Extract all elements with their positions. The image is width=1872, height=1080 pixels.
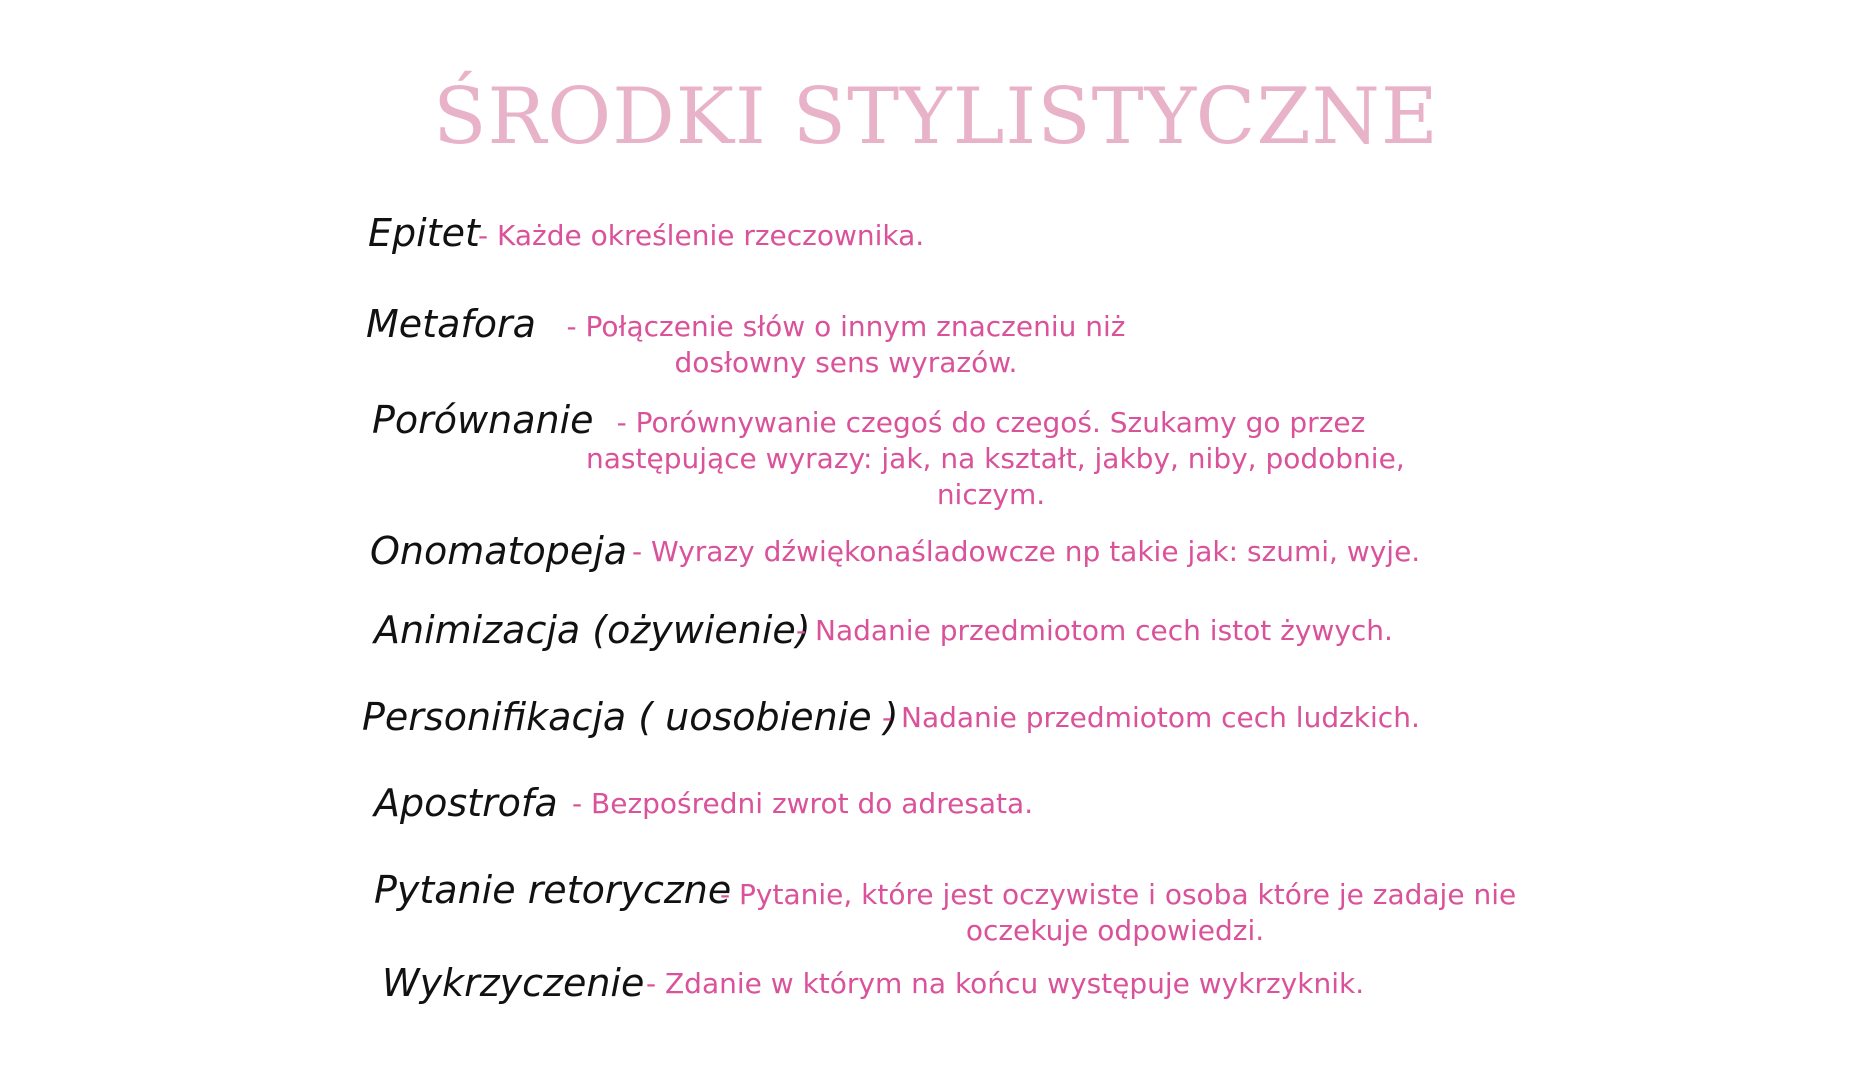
definition-wykrzyczenie <box>646 966 1364 1002</box>
definition-line: następujące wyrazy: jak, na kształt, jakby, niby, podobnie, <box>586 442 1405 475</box>
definition-line: dosłowny sens wyrazów. <box>674 346 1018 379</box>
page-title: ŚRODKI STYLISTYCZNE <box>433 72 1439 162</box>
definition-animizacja <box>796 613 1393 649</box>
definition-porownanie <box>586 405 1405 513</box>
definition-line: - Porównywanie czegoś do czegoś. Szukamy go przez <box>616 406 1366 439</box>
definition-line: - Pytanie, które jest oczywiste i osoba które je zadaje nie <box>720 878 1517 911</box>
definition-onomatopeja <box>632 534 1420 570</box>
term-onomatopeja: Onomatopeja <box>370 529 628 573</box>
definition-apostrofa <box>572 786 1033 822</box>
term-pytanie-retoryczne: Pytanie retoryczne <box>374 868 732 912</box>
definition-line: - Bezpośredni zwrot do adresata. <box>572 787 1034 820</box>
term-metafora: Metafora <box>366 302 536 346</box>
definition-line: - Nadanie przedmiotom cech ludzkich. <box>882 701 1420 734</box>
definition-metafora <box>566 309 1126 381</box>
term-personifikacja: Personifikacja ( uosobienie ) <box>362 695 899 739</box>
term-wykrzyczenie: Wykrzyczenie <box>382 961 645 1005</box>
definition-line: - Połączenie słów o innym znaczeniu niż <box>566 310 1126 343</box>
definition-line: - Każde określenie rzeczownika. <box>478 219 925 252</box>
definition-line: oczekuje odpowiedzi. <box>965 914 1265 947</box>
term-porownanie: Porównanie <box>372 398 594 442</box>
definition-personifikacja <box>882 700 1420 736</box>
definition-line: niczym. <box>936 478 1046 511</box>
definition-epitet <box>478 218 924 254</box>
definition-line: - Nadanie przedmiotom cech istot żywych. <box>796 614 1393 647</box>
definition-pytanie-retoryczne <box>720 877 1517 949</box>
term-animizacja: Animizacja (ożywienie) <box>374 608 811 652</box>
definition-line: - Wyrazy dźwiękonaśladowcze np takie jak: szumi, wyje. <box>632 535 1421 568</box>
term-epitet: Epitet <box>368 211 480 255</box>
term-apostrofa: Apostrofa <box>374 781 558 825</box>
definition-line: - Zdanie w którym na końcu występuje wykrzyknik. <box>646 967 1365 1000</box>
